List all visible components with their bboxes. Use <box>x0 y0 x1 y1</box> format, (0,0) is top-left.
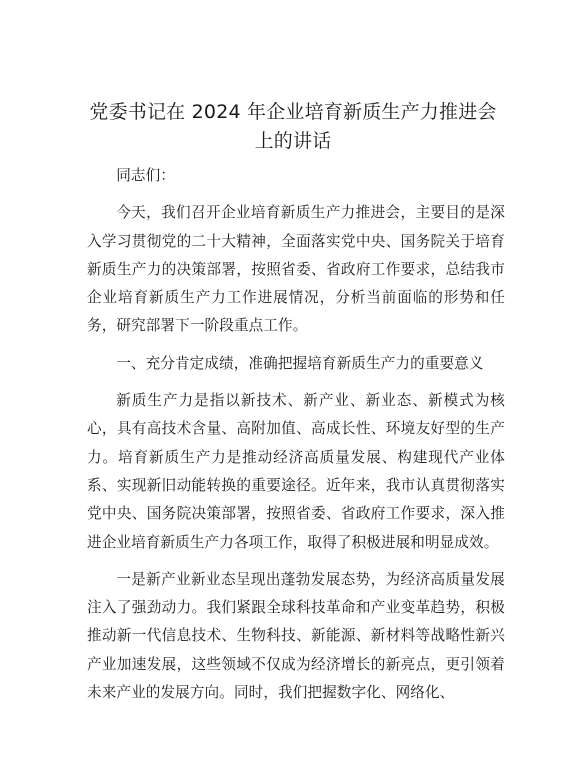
salutation: 同志们： <box>116 167 175 184</box>
paragraph-point-1: 一是新产业新业态呈现出蓬勃发展态势，为经济高质量发展注入了强劲动力。我们紧跟全球科技革命和产业变革趋势，积极推动新一代信息技术、生物科技、新能源、新材料等战略性新兴产业加速发展，这些领域不仅成为经济增长的新亮点，更引领着未来产业的发展方向。同时，我们把握数字化、网络化、 <box>87 570 505 702</box>
section-heading-1: 一、充分肯定成绩，准确把握培育新质生产力的重要意义 <box>116 354 484 372</box>
title-line-1: 党委书记在 2024 年企业培育新质生产力推进会 <box>89 101 497 123</box>
document-title <box>60 98 526 156</box>
paragraph-intro: 今天，我们召开企业培育新质生产力推进会，主要目的是深入学习贯彻党的二十大精神，全面落实党中央、国务院关于培育新质生产力的决策部署，按照省委、省政府工作要求，总结我市企业培育新质生产力工作进展情况，分析当前面临的形势和任务，研究部署下一阶段重点工作。 <box>87 204 505 335</box>
title-line-2: 上的讲话 <box>254 130 332 152</box>
paragraph-definition: 新质生产力是指以新技术、新产业、新业态、新模式为核心，具有高技术含量、高附加值、高成长性、环境友好型的生产力。培育新质生产力是推动经济高质量发展、构建现代产业体系、实现新旧动能转换的重要途径。近年来，我市认真贯彻落实党中央、国务院决策部署，按照省委、省政府工作要求，深入推进企业培育新质生产力各项工作，取得了积极进展和明显成效。 <box>87 392 505 551</box>
document-body <box>87 162 505 707</box>
